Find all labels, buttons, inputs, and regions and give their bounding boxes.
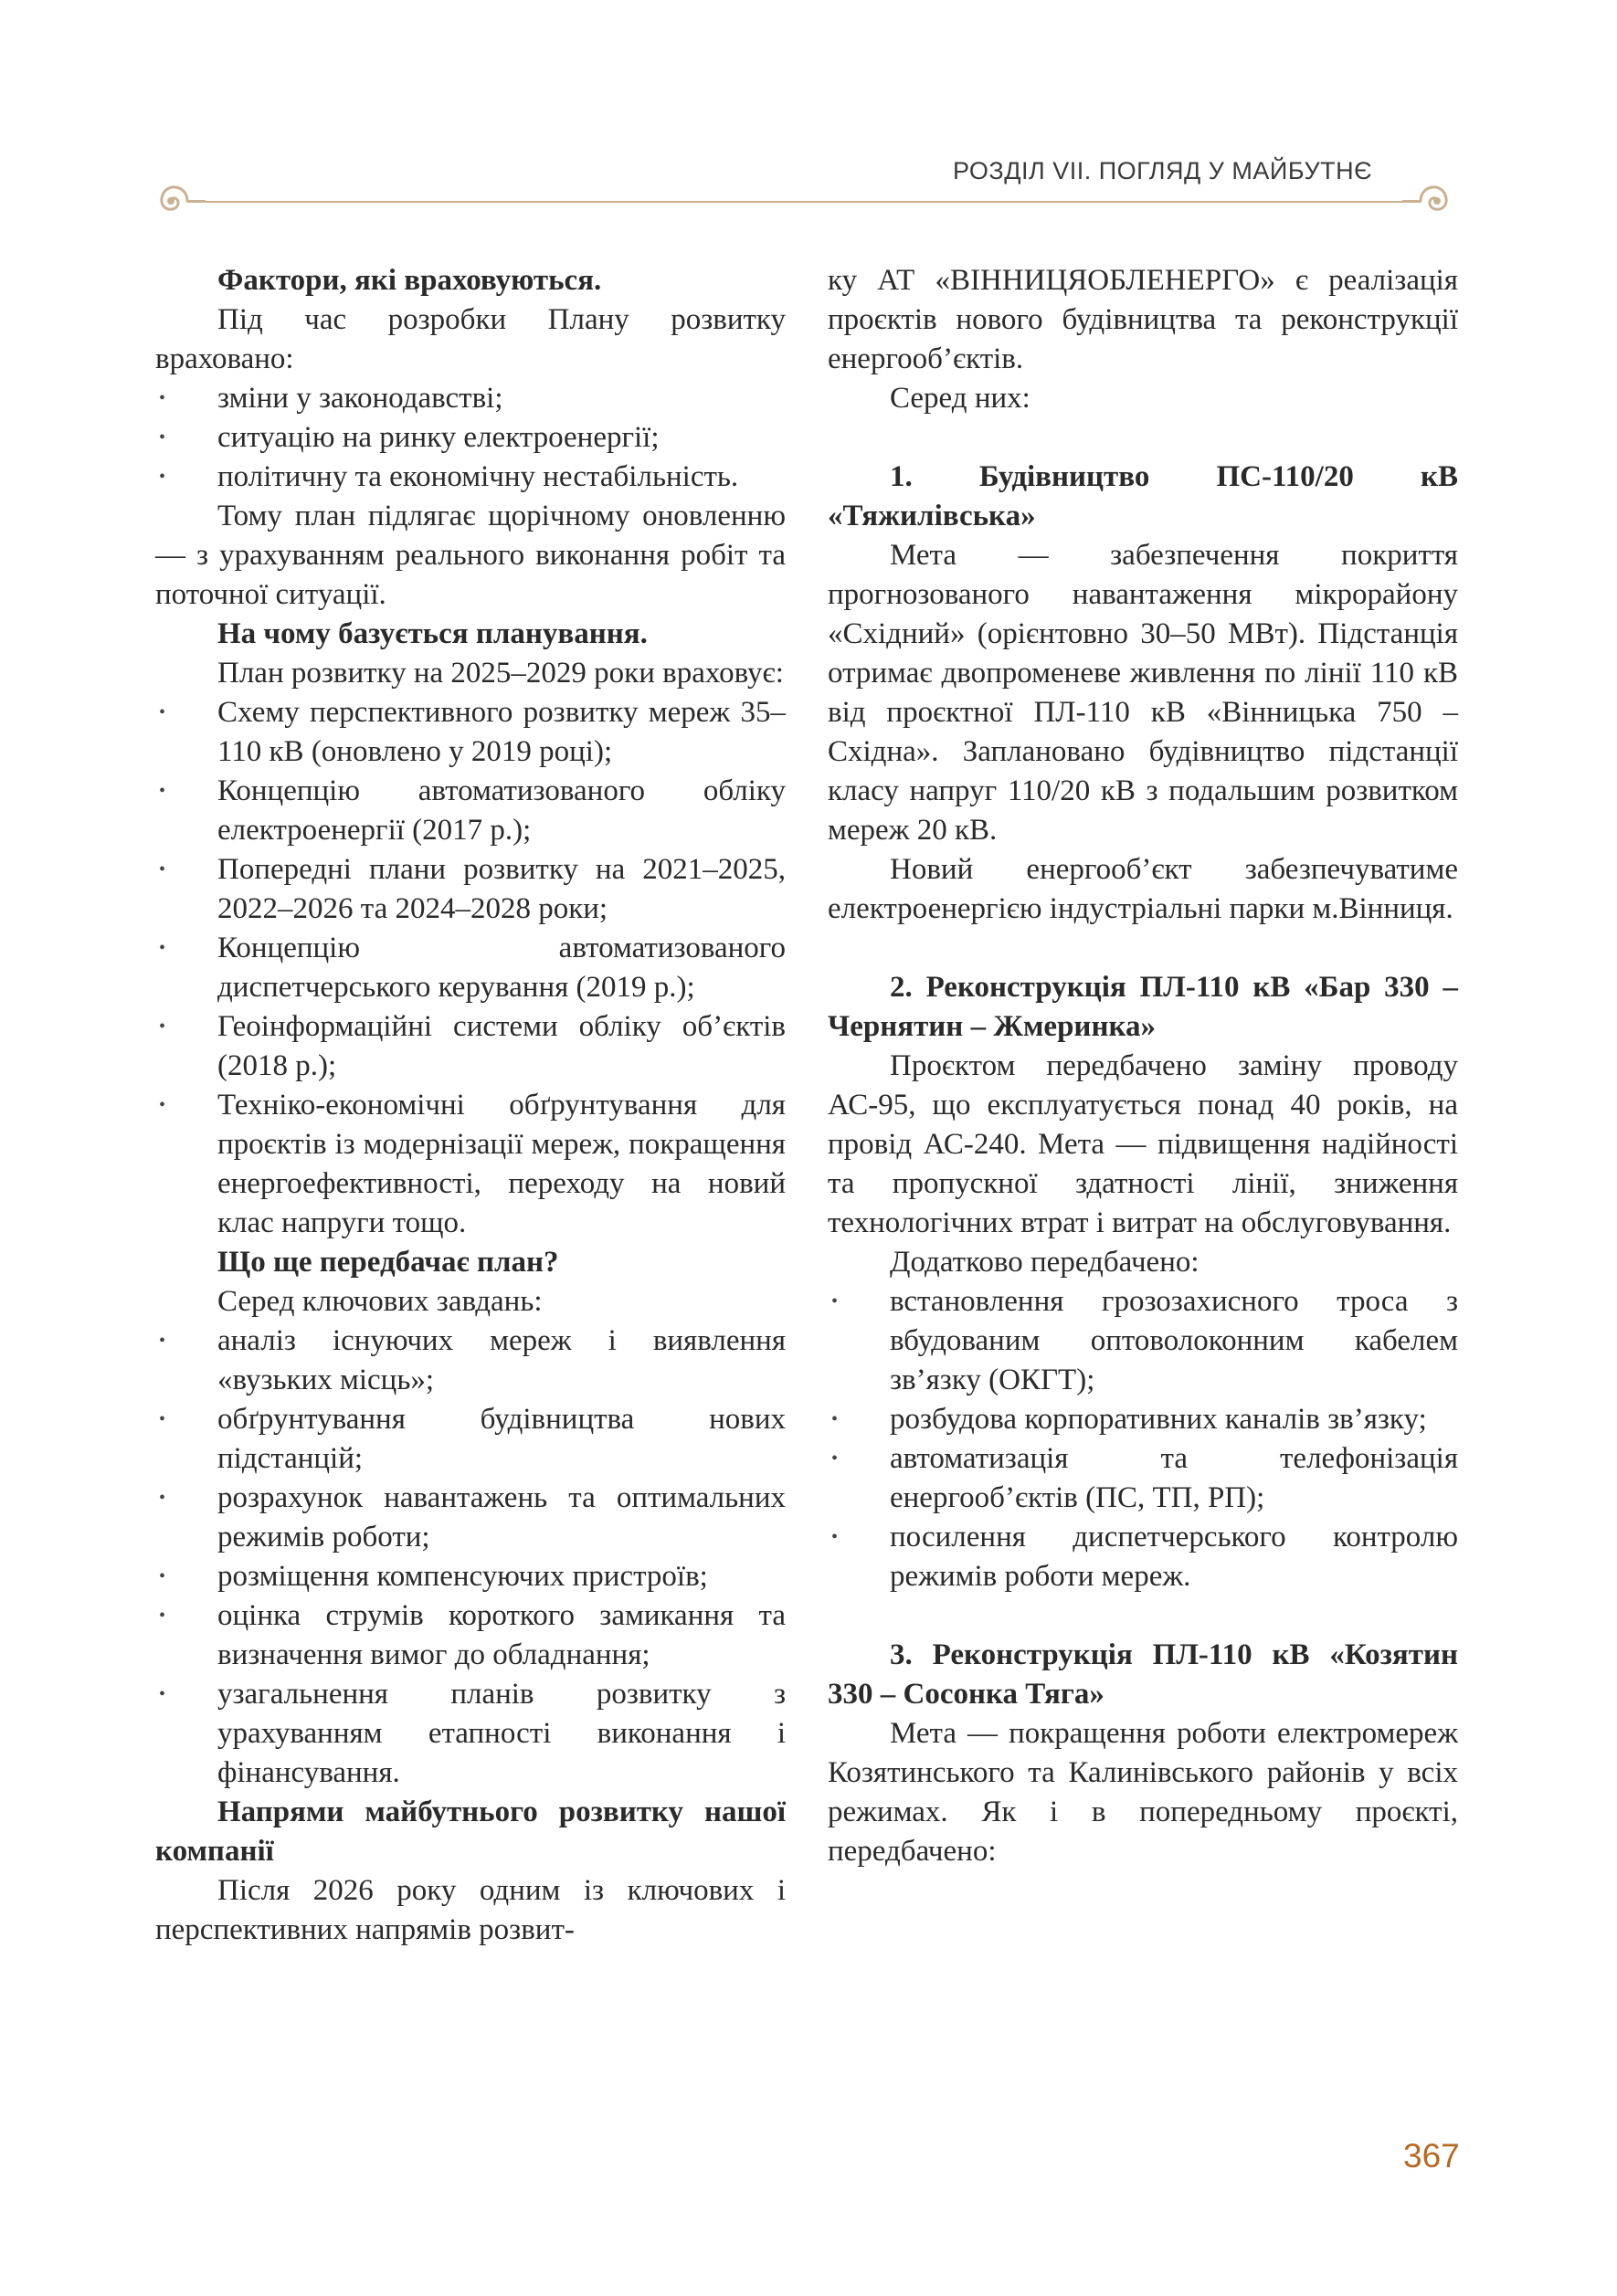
page-number: 367 xyxy=(1403,2137,1460,2175)
scroll-ornament-right-icon xyxy=(1402,171,1457,226)
list-item: • Попередні плани розвитку на 2021–2025, 2022–2026 та 2024–2028 роки; xyxy=(155,850,786,929)
list-item: • аналіз існуючих мереж і виявлення «вузьких місць»; xyxy=(155,1322,786,1400)
list-item: • розбудова корпоративних каналів зв’язку; xyxy=(828,1400,1458,1439)
paragraph: Мета — забезпечення покриття прогнозованого навантаження мікрорайону «Східний» (орієнтовно 30–50 МВт). Підстанція отримає двопроменеве живлення по лінії 110 кВ від проєктної ПЛ-110 кВ «Вінницька 750 – Східна». Заплановано будівництво підстанції класу напруг 110/20 кВ з подальшим розвитком мереж 20 кВ. xyxy=(828,539,1458,847)
bullet-list xyxy=(155,693,786,1243)
list-item: • посилення диспетчерського контролю режимів роботи мереж. xyxy=(828,1518,1458,1596)
list-item: • зміни у законодавстві; xyxy=(155,379,786,418)
list-item: • узагальнення планів розвитку з урахуванням етапності виконання і фінансування. xyxy=(155,1675,786,1793)
scroll-ornament-left-icon xyxy=(151,171,206,226)
section-header-title: РОЗДІЛ VII. ПОГЛЯД У МАЙБУТНЄ xyxy=(953,157,1372,184)
paragraph: Серед ключових завдань: xyxy=(217,1285,543,1318)
section-heading: На чому базується планування. xyxy=(217,617,648,650)
list-item: • встановлення грозозахисного троса з вбудованим оптоволоконним кабелем зв’язку (ОКГТ); xyxy=(828,1282,1458,1400)
paragraph: Тому план підлягає щорічному оновленню — з урахуванням реального виконання робіт та поточної ситуації. xyxy=(155,500,786,611)
section-heading: Фактори, які враховуються. xyxy=(217,264,602,297)
list-item: • ситуацію на ринку електроенергії; xyxy=(155,418,786,458)
list-item: • Концепцію автоматизованого обліку електроенергії (2017 р.); xyxy=(155,772,786,850)
list-item: • розрахунок навантажень та оптимальних режимів роботи; xyxy=(155,1479,786,1557)
header-rule xyxy=(187,201,1421,203)
bullet-list xyxy=(155,379,786,497)
list-item: • автоматизація та телефонізація енергооб’єктів (ПС, ТП, РП); xyxy=(828,1439,1458,1518)
paragraph-continued: ку АТ «ВІННИЦЯОБЛЕНЕРГО» є реалізація проєктів нового будівництва та реконструкції енергооб’єктів. xyxy=(828,264,1458,375)
section-heading: Що ще передбачає план? xyxy=(217,1246,559,1279)
section-heading: 3. Реконструкція ПЛ-110 кВ «Козятин 330 – Сосонка Тяга» xyxy=(828,1638,1458,1711)
paragraph: План розвитку на 2025–2029 роки враховує: xyxy=(217,657,784,690)
list-item: • оцінка струмів короткого замикання та визначення вимог до обладнання; xyxy=(155,1596,786,1675)
paragraph: Мета — покращення роботи електромереж Козятинського та Калинівського районів у всіх режимах. Як і в попередньому проєкті, передбачено: xyxy=(828,1717,1458,1868)
paragraph: Додатково передбачено: xyxy=(890,1246,1200,1279)
list-item: • Схему перспективного розвитку мереж 35–110 кВ (оновлено у 2019 році); xyxy=(155,693,786,772)
right-text-column xyxy=(828,261,1458,1871)
list-item: • Геоінформаційні системи обліку об’єктів (2018 р.); xyxy=(155,1007,786,1086)
section-heading: 2. Реконструкція ПЛ-110 кВ «Бар 330 – Чернятин – Жмеринка» xyxy=(828,971,1458,1043)
list-item: • Концепцію автоматизованого диспетчерського керування (2019 р.); xyxy=(155,929,786,1007)
bullet-list xyxy=(828,1282,1458,1596)
section-heading: 1. Будівництво ПС-110/20 кВ «Тяжилівська» xyxy=(828,460,1458,532)
section-heading: Напрями майбутнього розвитку нашої компанії xyxy=(155,1796,786,1868)
bullet-list xyxy=(155,1322,786,1793)
paragraph: Проєктом передбачено заміну проводу АС-95, що експлуатується понад 40 років, на провід АС-240. Мета — підвищення надійності та пропускної здатності лінії, зниження технологічних втрат і витрат на обслуговування. xyxy=(828,1049,1458,1239)
paragraph: Під час розробки Плану розвитку враховано: xyxy=(155,303,786,375)
paragraph: Після 2026 року одним із ключових і перспективних напрямів розвит- xyxy=(155,1874,786,1946)
left-text-column xyxy=(155,261,786,1950)
paragraph: Новий енергооб’єкт забезпечуватиме електроенергією індустріальні парки м.Вінниця. xyxy=(828,853,1458,925)
paragraph: Серед них: xyxy=(890,382,1030,415)
list-item: • обґрунтування будівництва нових підстанцій; xyxy=(155,1400,786,1479)
list-item: • розміщення компенсуючих пристроїв; xyxy=(155,1557,786,1596)
list-item: • політичну та економічну нестабільність. xyxy=(155,458,786,497)
list-item: • Техніко-економічні обґрунтування для проєктів із модернізації мереж, покращення енергоефективності, переходу на новий клас напруги тощо. xyxy=(155,1086,786,1243)
